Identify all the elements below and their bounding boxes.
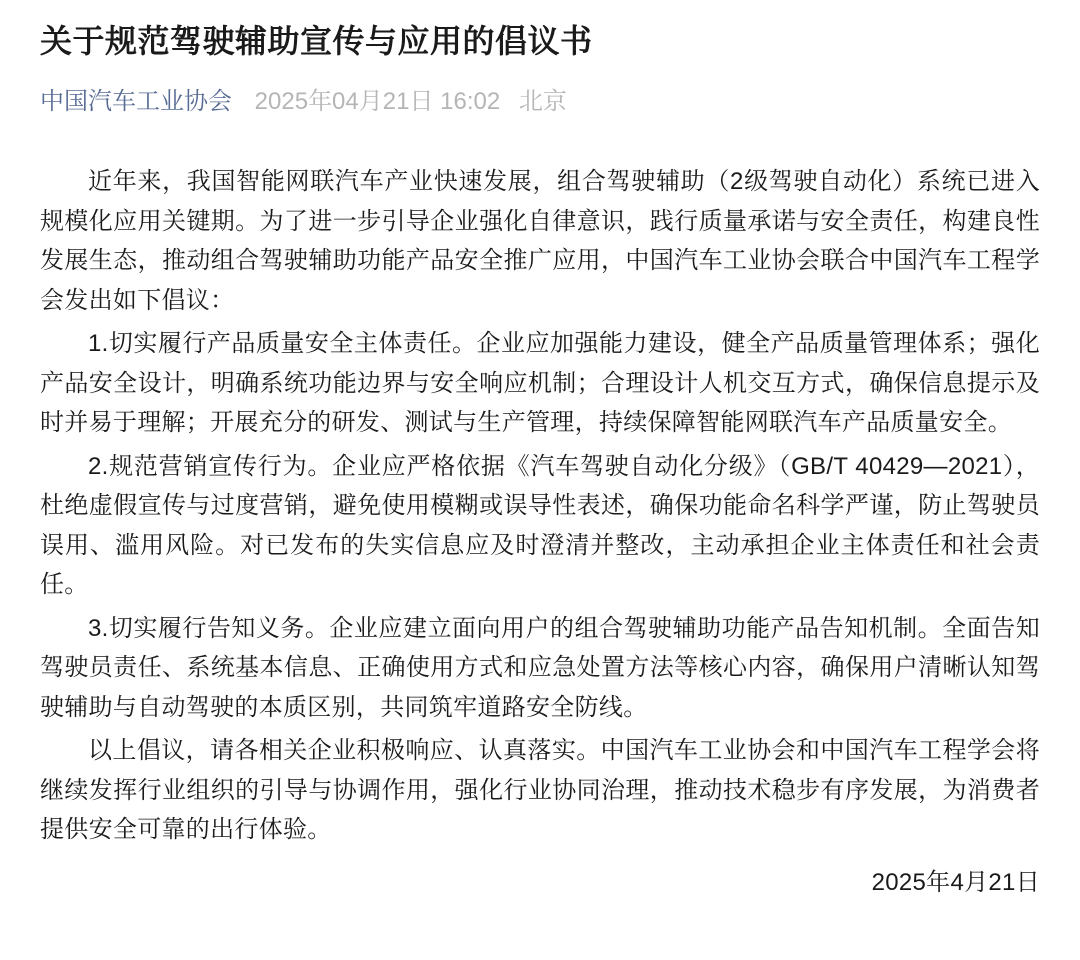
article-paragraph-intro: 近年来，我国智能网联汽车产业快速发展，组合驾驶辅助（2级驾驶自动化）系统已进入规模化应用关键期。为了进一步引导企业强化自律意识，践行质量承诺与安全责任，构建良性发展生态，推动组合驾驶辅助功能产品安全推广应用，中国汽车工业协会联合中国汽车工程学会发出如下倡议： bbox=[40, 168, 1040, 314]
article-paragraph-closing: 以上倡议，请各相关企业积极响应、认真落实。中国汽车工业协会和中国汽车工程学会将继续发挥行业组织的引导与协调作用，强化行业协同治理，推动技术稳步有序发展，为消费者提供安全可靠的出行体验。 bbox=[40, 737, 1040, 843]
publish-location: 北京 bbox=[518, 88, 567, 115]
signature-date: 2025年4月21日 bbox=[871, 868, 1040, 896]
publish-datetime: 2025年04月21日 16:02 bbox=[254, 88, 501, 115]
article-paragraph-item1: 1.切实履行产品质量安全主体责任。企业应加强能力建设，健全产品质量管理体系；强化产品安全设计，明确系统功能边界与安全响应机制；合理设计人机交互方式，确保信息提示及时并易于理解；开展充分的研发、测试与生产管理，持续保障智能网联汽车产品质量安全。 bbox=[40, 330, 1040, 436]
article-title: 关于规范驾驶辅助宣传与应用的倡议书 bbox=[40, 23, 593, 59]
byline bbox=[40, 87, 1040, 117]
article-paragraph-item3: 3.切实履行告知义务。企业应建立面向用户的组合驾驶辅助功能产品告知机制。全面告知驾驶员责任、系统基本信息、正确使用方式和应急处置方法等核心内容，确保用户清晰认知驾驶辅助与自动驾驶的本质区别，共同筑牢道路安全防线。 bbox=[40, 614, 1040, 721]
source-account-link[interactable]: 中国汽车工业协会 bbox=[40, 88, 232, 115]
article-paragraph-item2: 2.规范营销宣传行为。企业应严格依据《汽车驾驶自动化分级》（GB/T 40429—2021），杜绝虚假宣传与过度营销，避免使用模糊或误导性表述，确保功能命名科学严谨，防止驾驶员误用、滥用风险。对已发布的失实信息应及时澄清并整改，主动承担企业主体责任和社会责任。 bbox=[40, 452, 1040, 598]
article-body bbox=[40, 162, 1040, 902]
